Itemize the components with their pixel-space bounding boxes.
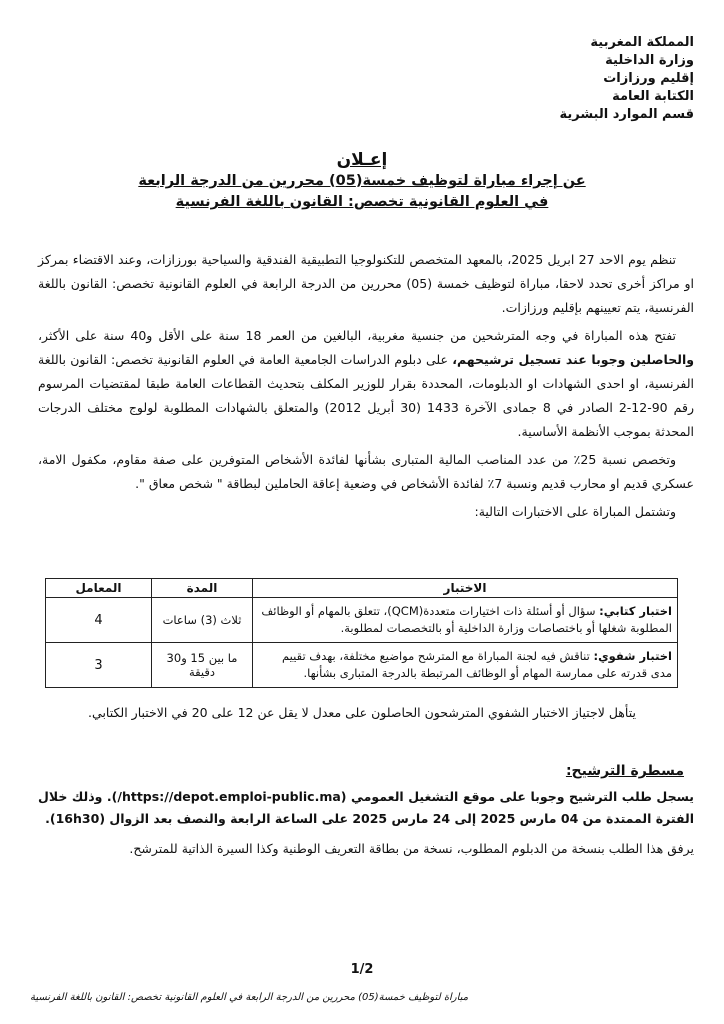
table-row xyxy=(46,643,678,688)
announcement-body xyxy=(38,248,694,528)
header-coefficient: المعامل xyxy=(46,579,152,598)
letterhead-ministry: وزارة الداخلية xyxy=(605,53,694,68)
eligibility-text-bold: والحاصلين وجوبا عند تسجيل ترشيحهم، xyxy=(452,352,694,367)
letterhead-secretariat: الكتابة العامة xyxy=(612,89,694,104)
announcement-title xyxy=(50,150,674,213)
page-footer: مباراة لتوظيف خمسة(05) محررين من الدرجة الرابعة في العلوم القانونية تخصص: القانون باللغة الفرنسية xyxy=(30,992,469,1003)
procedure-registration: يسجل طلب الترشيح وجوبا على موقع التشغيل العمومي (https://depot.emploi-public.ma/). وذلك خلال الفترة الممتدة من 04 مارس 2025 إلى 24 مارس 2025 على الساعة الرابعة والنصف بعد الزوال (16h30). xyxy=(38,789,695,826)
exam-oral-label: اختبار شفوي: xyxy=(593,649,672,663)
procedure-attachments: يرفق هذا الطلب بنسخة من الدبلوم المطلوب، نسخة من بطاقة التعريف الوطنية وكذا السيرة الذاتية للمترشح. xyxy=(129,841,694,856)
page-number: 1/2 xyxy=(350,962,374,977)
title-main: إعـلان xyxy=(336,150,388,170)
procedure-title: مسطرة الترشيح: xyxy=(565,763,684,779)
exam-written-cell xyxy=(253,598,678,643)
paragraph-exams-intro: وتشتمل المباراة على الاختبارات التالية: xyxy=(474,504,676,519)
paragraph-date-venue: تنظم يوم الاحد 27 ابريل 2025، بالمعهد المتخصص للتكنولوجيا التطبيقية الفندقية والسياحية بورزازات، وعند الاقتضاء بمركز او مراكز أخرى تحدد لاحقا، مباراة لتوظيف خمسة (05) محررين من الدرجة الرابعة في العلوم القانونية تخصص: القانون باللغة الفرنسية، يتم تعيينهم بإقليم ورزازات. xyxy=(38,252,694,315)
paragraph-quota: وتخصص نسبة 25٪ من عدد المناصب المالية المتبارى بشأنها لفائدة الأشخاص المتوفرين على صفة مقاوم، مكفول الامة، عسكري قديم او محارب قديم ونسبة 7٪ لفائدة الأشخاص في وضعية إعاقة الحاملين لبطاقة " شخص معاق ". xyxy=(38,452,694,491)
exam-oral-text: تناقش فيه لجنة المباراة مع المترشح مواضيع مختلفة، بهدف تقييم مدى قدرته على ممارسة المهام أو الوظائف المرتبطة بالدرجة المتبارى بشأنها. xyxy=(282,649,672,680)
exam-written-text: سؤال أو أسئلة ذات اختيارات متعددة(QCM)، تتعلق بالمهام أو الوظائف المطلوبة شغلها أو باختصاصات وزارة الداخلية أو بالتخصصات لمطلوبة. xyxy=(261,604,672,635)
exam-written-coef: 4 xyxy=(46,598,152,643)
pass-criteria: يتأهل لاجتياز الاختبار الشفوي المترشحون الحاصلون على معدل لا يقل عن 12 على 20 في الاختبار الكتابي. xyxy=(88,705,636,720)
letterhead-province: إقليم ورزازات xyxy=(603,71,694,86)
letterhead-kingdom: المملكة المغربية xyxy=(590,35,694,50)
eligibility-text-c: على دبلوم الدراسات الجامعية العامة في العلوم القانونية تخصص: القانون باللغة الفرنسية، او احدى الشهادات او الدبلومات، المحددة بقرار للوزير المكلف بتحديث القطاعات العامة طبقا لمقتضيات المرسوم رقم 90-12-2 الصادر في 8 جمادى الآخرة 1433 (30 أبريل 2012) والمتعلق بالشهادات المطلوبة لولوج مختلف الدرجات المحدثة بموجب الأنظمة الأساسية. xyxy=(38,352,694,439)
letterhead xyxy=(474,34,694,124)
exam-oral-coef: 3 xyxy=(46,643,152,688)
title-line-2: عن إجراء مباراة لتوظيف خمسة(05) محررين من الدرجة الرابعة xyxy=(138,173,586,189)
eligibility-text-a: تفتح هذه المباراة في وجه المترشحين من جنسية مغربية، البالغين من العمر 18 سنة على الأقل و40 سنة على الأكثر، xyxy=(38,328,676,343)
exam-oral-duration: ما بين 15 و30 دقيقة xyxy=(152,643,253,688)
header-duration: المدة xyxy=(152,579,253,598)
exams-table xyxy=(45,578,678,688)
header-exam: الاختبار xyxy=(253,579,678,598)
title-line-3: في العلوم القانونية تخصص: القانون باللغة الفرنسية xyxy=(175,194,549,210)
exam-oral-cell xyxy=(253,643,678,688)
paragraph-eligibility xyxy=(38,324,694,444)
procedure-body xyxy=(38,786,694,868)
letterhead-department: قسم الموارد البشرية xyxy=(559,107,694,122)
table-row xyxy=(46,598,678,643)
exam-written-label: اختبار كتابي: xyxy=(599,604,672,618)
exam-written-duration: ثلاث (3) ساعات xyxy=(152,598,253,643)
table-header-row xyxy=(46,579,678,598)
